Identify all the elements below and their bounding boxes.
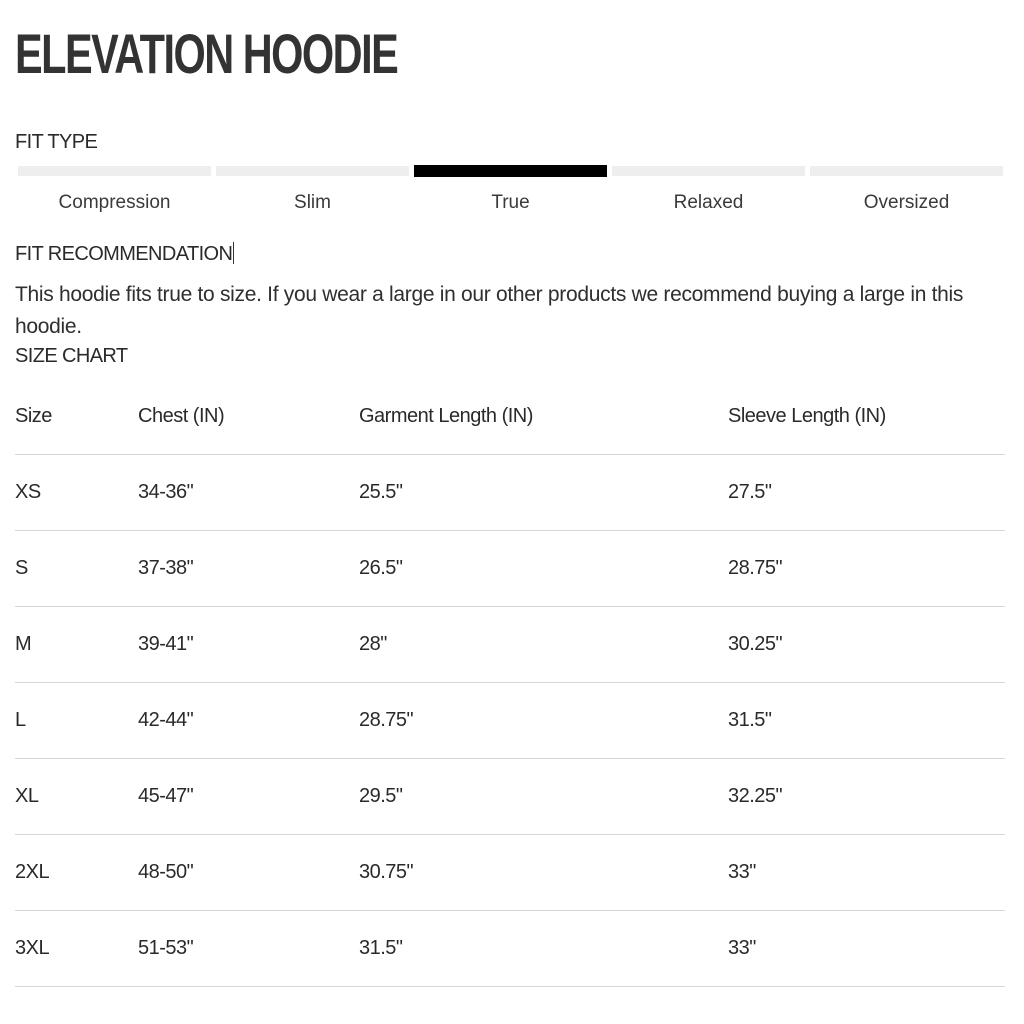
header-chest: Chest (IN) — [138, 378, 359, 455]
cell-garment-length: 26.5" — [359, 531, 728, 607]
fit-type-options — [18, 190, 1003, 216]
table-row — [15, 455, 1005, 531]
table-row — [15, 531, 1005, 607]
cell-size: 3XL — [15, 911, 138, 987]
fit-type-scale — [18, 165, 1003, 177]
fit-bar-relaxed — [612, 166, 805, 176]
cell-chest: 34-36" — [138, 455, 359, 531]
fit-option-slim: Slim — [294, 192, 331, 213]
product-title: ELEVATION HOODIE — [15, 22, 398, 85]
cell-chest: 51-53" — [138, 911, 359, 987]
table-row — [15, 911, 1005, 987]
cell-sleeve-length: 33" — [728, 835, 1005, 911]
cell-sleeve-length: 27.5" — [728, 455, 1005, 531]
cell-sleeve-length: 33" — [728, 911, 1005, 987]
table-row — [15, 607, 1005, 683]
cell-size: M — [15, 607, 138, 683]
cell-chest: 37-38" — [138, 531, 359, 607]
cell-chest: 39-41" — [138, 607, 359, 683]
cell-size: 2XL — [15, 835, 138, 911]
text-cursor — [233, 242, 234, 264]
cell-chest: 45-47" — [138, 759, 359, 835]
size-chart-header-row — [15, 378, 1005, 455]
cell-size: XS — [15, 455, 138, 531]
fit-option-relaxed: Relaxed — [673, 192, 744, 213]
cell-garment-length: 28" — [359, 607, 728, 683]
header-size: Size — [15, 378, 138, 455]
table-row — [15, 835, 1005, 911]
table-row — [15, 683, 1005, 759]
cell-size: S — [15, 531, 138, 607]
fit-recommendation-heading — [15, 242, 234, 266]
fit-option-oversized: Oversized — [863, 192, 950, 213]
cell-size: XL — [15, 759, 138, 835]
fit-option-true: True — [491, 192, 530, 213]
fit-type-label: FIT TYPE — [15, 131, 98, 153]
cell-garment-length: 29.5" — [359, 759, 728, 835]
cell-sleeve-length: 28.75" — [728, 531, 1005, 607]
cell-chest: 48-50" — [138, 835, 359, 911]
fit-recommendation-text: This hoodie fits true to size. If you wear a large in our other products we recommend buying a large in this hoodie. — [15, 283, 964, 338]
fit-bar-compression — [18, 166, 211, 176]
cell-chest: 42-44" — [138, 683, 359, 759]
header-sleeve-length: Sleeve Length (IN) — [728, 378, 1005, 455]
cell-sleeve-length: 30.25" — [728, 607, 1005, 683]
fit-bar-oversized — [810, 166, 1003, 176]
table-row — [15, 759, 1005, 835]
cell-size: L — [15, 683, 138, 759]
cell-garment-length: 28.75" — [359, 683, 728, 759]
cell-garment-length: 30.75" — [359, 835, 728, 911]
fit-option-compression: Compression — [58, 192, 171, 213]
cell-sleeve-length: 32.25" — [728, 759, 1005, 835]
cell-garment-length: 25.5" — [359, 455, 728, 531]
size-chart-label: SIZE CHART — [15, 345, 128, 367]
cell-garment-length: 31.5" — [359, 911, 728, 987]
size-chart-table — [15, 378, 1005, 987]
header-garment-length: Garment Length (IN) — [359, 378, 728, 455]
fit-recommendation-label: FIT RECOMMENDATION — [15, 243, 233, 265]
fit-bar-true — [414, 165, 607, 177]
cell-sleeve-length: 31.5" — [728, 683, 1005, 759]
fit-bar-slim — [216, 166, 409, 176]
